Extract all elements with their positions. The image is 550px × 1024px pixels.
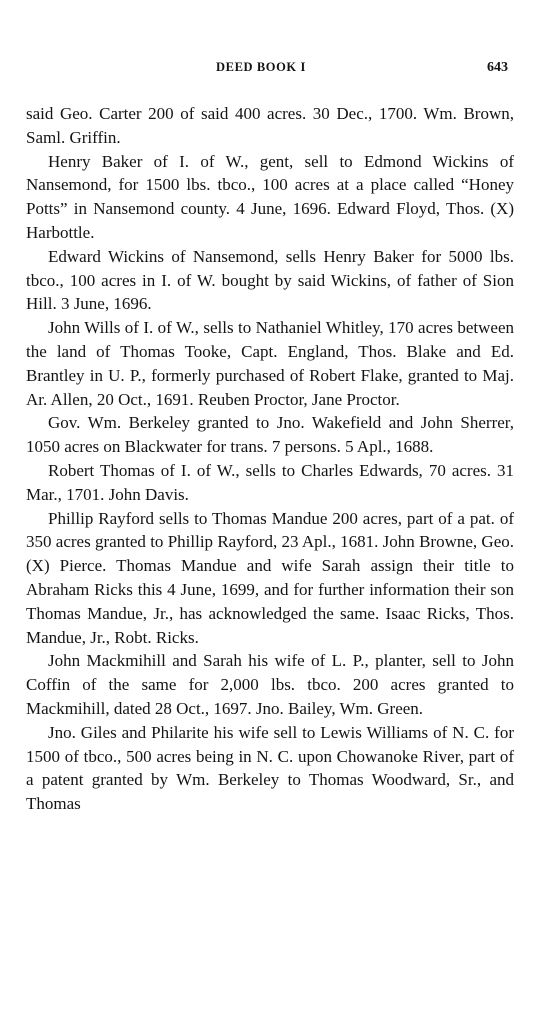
book-page [26, 60, 514, 816]
deed-entry-continued: said Geo. Carter 200 of said 400 acres. 30 Dec., 1700. Wm. Brown, Saml. Griffin. [26, 104, 514, 147]
page-header [26, 60, 514, 84]
deed-entry: Gov. Wm. Berkeley granted to Jno. Wakefield and John Sherrer, 1050 acres on Blackwater for trans. 7 persons. 5 Apl., 1688. [26, 413, 514, 457]
deed-entry: Phillip Rayford sells to Thomas Mandue 200 acres, part of a pat. of 350 acres granted to Phillip Rayford, 23 Apl., 1681. John Browne, Geo. (X) Pierce. Thomas Mandue and wife Sarah assign their title to Abraham Ricks this 4 June, 1699, and for further information their son Thomas Mandue, Jr., has acknowledged the same. Isaac Ricks, Thos. Mandue, Jr., Robt. Ricks. [26, 508, 514, 647]
deed-entry: Henry Baker of I. of W., gent, sell to Edmond Wickins of Nansemond, for 1500 lbs. tbco., 100 acres at a place called “Honey Potts” in Nansemond county. 4 June, 1696. Edward Floyd, Thos. (X) Harbottle. [26, 151, 514, 242]
deed-entry: John Wills of I. of W., sells to Nathaniel Whitley, 170 acres between the land of Thomas Tooke, Capt. England, Thos. Blake and Ed. Brantley in U. P., formerly purchased of Robert Flake, granted to Maj. Ar. Allen, 20 Oct., 1691. Reuben Proctor, Jane Proctor. [26, 318, 514, 409]
page-number: 643 [487, 60, 508, 75]
deed-entry: Robert Thomas of I. of W., sells to Charles Edwards, 70 acres. 31 Mar., 1701. John Davis. [26, 460, 514, 504]
deed-entry: Jno. Giles and Philarite his wife sell to Lewis Williams of N. C. for 1500 of tbco., 500 acres being in N. C. upon Chowanoke River, part of a patent granted by Wm. Berkeley to Thomas Woodward, Sr., and Thomas [26, 722, 514, 814]
deed-abstracts [26, 102, 514, 816]
running-head: DEED BOOK I [216, 60, 306, 74]
deed-entry: John Mackmihill and Sarah his wife of L. P., planter, sell to John Coffin of the same for 2,000 lbs. tbco. 200 acres granted to Mackmihill, dated 28 Oct., 1697. Jno. Bailey, Wm. Green. [26, 651, 514, 718]
deed-entry: Edward Wickins of Nansemond, sells Henry Baker for 5000 lbs. tbco., 100 acres in I. of W. bought by said Wickins, of father of Sion Hill. 3 June, 1696. [26, 246, 514, 314]
